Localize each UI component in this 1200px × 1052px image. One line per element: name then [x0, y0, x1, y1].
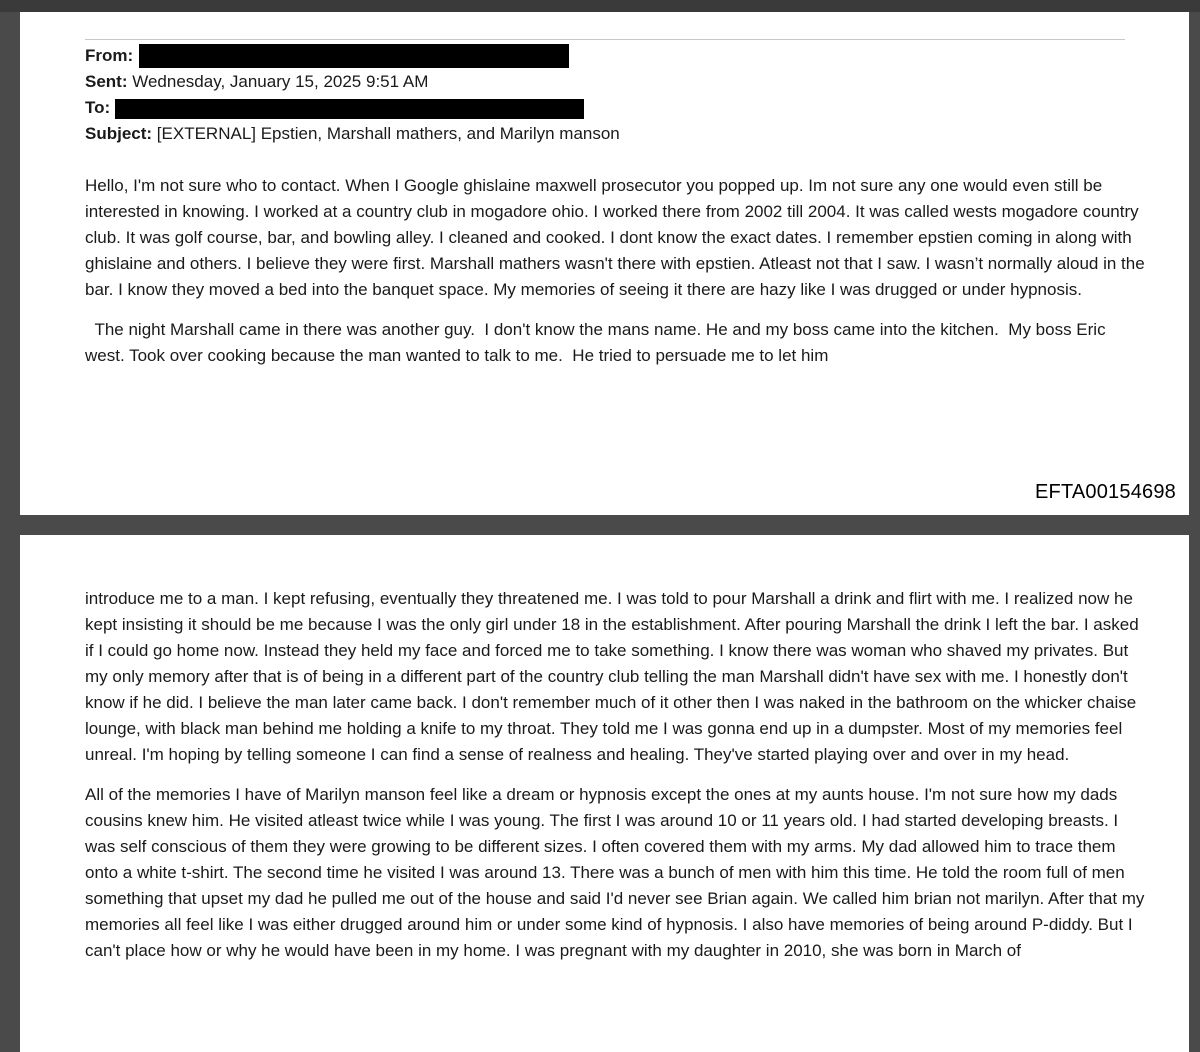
subject-value: [EXTERNAL] Epstien, Marshall mathers, and Marilyn manson: [156, 124, 620, 143]
document-page-2: [20, 535, 1189, 1052]
from-label: From:: [85, 46, 134, 65]
sent-line: [85, 69, 1125, 95]
sent-value: Wednesday, January 15, 2025 9:51 AM: [132, 72, 429, 91]
sent-label: Sent:: [85, 72, 128, 91]
page2-paragraph-1: introduce me to a man. I kept refusing, eventually they threatened me. I was told to pour Marshall a drink and flirt with me. I realized now he kept insisting it should be me because I was the only girl under 18 in the establishment. After pouring Marshall the drink I left the bar. I asked if I could go home now. Instead they held my face and forced me to take something. I know there was woman who shaved my privates. But my only memory after that is of being in a different part of the country club telling the man Marshall didn't have sex with me. I honestly don't know if he did. I believe the man later came back. I don't remember much of it other then I was naked in the bathroom on the whicker chaise lounge, with black man behind me holding a knife to my throat. They told me I was gonna end up in a dumpster. Most of my memories feel unreal. I'm hoping by telling someone I can find a sense of realness and healing. They've started playing over and over in my head.: [85, 589, 1139, 764]
subject-line: [85, 121, 1125, 147]
bates-stamp: EFTA00154698: [1034, 481, 1176, 503]
from-line: [85, 43, 1125, 69]
header-rule: [85, 39, 1125, 40]
email-header: [85, 43, 1125, 147]
page2-body: [85, 586, 1145, 964]
document-page-1: [20, 12, 1189, 515]
to-label: To:: [85, 98, 111, 117]
page1-body: [85, 173, 1145, 369]
to-line: [85, 95, 1125, 121]
page2-paragraph-2: All of the memories I have of Marilyn manson feel like a dream or hypnosis except the ones at my aunts house. I'm not sure how my dads cousins knew him. He visited atleast twice while I was young. The first I was around 10 or 11 years old. I had started developing breasts. I was self conscious of them they were growing to be different sizes. I often covered them with my arms. My dad allowed him to trace them onto a white t-shirt. The second time he visited I was around 13. There was a bunch of men with him this time. He told the room full of men something that upset my dad he pulled me out of the house and said I'd never see Brian again. We called him brian not marilyn. After that my memories all feel like I was either drugged around him or under some kind of hypnosis. I also have memories of being around P-diddy. But I can't place how or why he would have been in my home. I was pregnant with my daughter in 2010, she was born in March of: [85, 785, 1145, 960]
page1-paragraph-2: The night Marshall came in there was another guy. I don't know the mans name. He and my boss came into the kitchen. My boss Eric west. Took over cooking because the man wanted to talk to me. He tried to persuade me to let him: [85, 320, 1111, 365]
subject-label: Subject:: [85, 124, 153, 143]
from-redaction: [139, 44, 569, 68]
viewer-top-bar: [0, 0, 1200, 12]
to-redaction: [115, 99, 584, 119]
page1-paragraph-1: Hello, I'm not sure who to contact. When I Google ghislaine maxwell prosecutor you popped up. Im not sure any one would even still be interested in knowing. I worked at a country club in mogadore ohio. I worked there from 2002 till 2004. It was called wests mogadore country club. It was golf course, bar, and bowling alley. I cleaned and cooked. I dont know the exact dates. I remember epstien coming in along with ghislaine and others. I believe they were first. Marshall mathers wasn't there with epstien. Atleast not that I saw. I wasn’t normally aloud in the bar. I know they moved a bed into the banquet space. My memories of seeing it there are hazy like I was drugged or under hypnosis.: [85, 176, 1145, 299]
